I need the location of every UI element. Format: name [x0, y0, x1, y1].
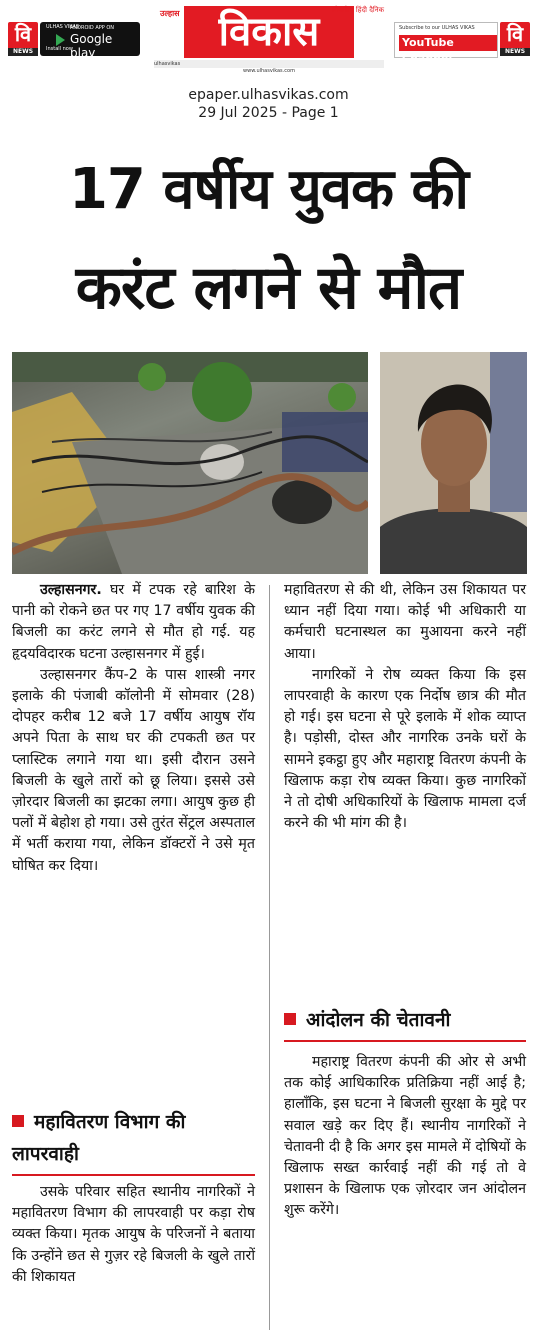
logo-tagline: लोकप्रिय हिंदी दैनिक [331, 6, 384, 14]
subhead-bullet-square [284, 1013, 296, 1025]
app-install-label: Install now [46, 46, 73, 52]
news-badge-sub: NEWS [8, 48, 38, 56]
subhead-negligence-line-1: महावितरण विभाग की [34, 1111, 186, 1133]
paragraph-1 [12, 580, 255, 665]
portrait-illustration [380, 352, 527, 574]
subhead-protest-warning [284, 1006, 526, 1035]
paragraph-1-text: घर में टपक रहे बारिश के पानी को रोकने छत पर गए 17 वर्षीय युवक की बिजली का करंट लगने से मौत हो गई. यह हृदयविदारक घटना उल्हासनगर में हुई। [12, 582, 255, 662]
subhead-rule [284, 1040, 526, 1042]
news-badge-letter: वि [14, 22, 32, 46]
headline-line-2: करंट लगने से मौत [75, 253, 462, 323]
newspaper-logo[interactable] [154, 0, 384, 76]
article-body-left [12, 580, 255, 877]
news-badge-letter: वि [506, 22, 524, 46]
google-play-button[interactable] [40, 22, 140, 60]
rooftop-wires-illustration [12, 352, 368, 574]
news-badge-right[interactable] [500, 22, 530, 56]
article-body-right-bottom [284, 1052, 526, 1222]
subhead-negligence-cont [12, 1140, 255, 1169]
paragraph-4: नागरिकों ने रोष व्यक्त किया कि इस लापरवाही के कारण एक निर्दोष छात्र की मौत हो गई। इस घटना से पूरे इलाके में शोक व्याप्त है। पड़ोसी, दोस्त और नागरिक उनके घरों के सामने इकट्ठा हुए और महाराष्ट्र वितरण कंपनी के खिलाफ कड़ा रोष व्यक्त किया। कुछ नागरिकों ने तो दोषी अधिकारियों के खिलाफ मामला दर्ज करने की भी मांग की है। [284, 666, 526, 832]
epaper-site[interactable]: epaper.ulhasvikas.com [188, 87, 349, 103]
subhead-protest-text: आंदोलन की चेतावनी [306, 1009, 451, 1031]
column-divider [269, 585, 270, 1330]
logo-url: www.ulhasvikas.com [243, 68, 295, 74]
victim-portrait-photo [380, 352, 527, 574]
masthead [0, 0, 537, 80]
youtube-channel-button[interactable] [394, 22, 498, 65]
play-store-icon [56, 34, 65, 46]
paragraph-3: उसके परिवार सहित स्थानीय नागरिकों ने महावितरण विभाग की लापरवाही पर कड़ा रोष व्यक्त किया। मृतक आयुष के परिजनों ने बताया कि उन्होंने छत से गुज़र रहे बिजली के खुले तारों की शिकायत [12, 1184, 255, 1285]
article-body-left-bottom [12, 1182, 255, 1288]
subhead-bullet-square [12, 1115, 24, 1127]
logo-prefix: उल्हास [160, 9, 180, 18]
yt-subscribe-label: Subscribe to our ULHAS VIKAS [399, 25, 475, 31]
epaper-meta [0, 86, 537, 122]
news-badge-left[interactable] [8, 22, 38, 56]
epaper-date-page: 29 Jul 2025 - Page 1 [198, 105, 339, 121]
yt-channel-label: YouTube Channel [399, 35, 497, 51]
app-available-label: ANDROID APP ON [70, 25, 115, 31]
paragraph-5: महाराष्ट्र वितरण कंपनी की ओर से अभी तक कोई आधिकारिक प्रतिक्रिया नहीं आई है; हालाँकि, इस घटना ने बिजली सुरक्षा के मुद्दे पर सवाल खड़े कर दिए हैं। स्थानीय नागरिकों ने चेतावनी दी है कि अगर इस मामले में दोषियों के खिलाफ सख्त कार्रवाई नहीं की गई तो वे प्रशासन के खिलाफ एक ज़ोरदार जन आंदोलन शुरू करेंगे। [284, 1054, 526, 1219]
app-brand: ULHAS VIKAS [46, 24, 80, 30]
subhead-rule [12, 1174, 255, 1176]
headline-line-1: 17 वर्षीय युवक की [68, 157, 469, 222]
paragraph-3-continued: महावितरण से की थी, लेकिन उस शिकायत पर ध्यान नहीं दिया गया। कोई भी अधिकारी या कर्मचारी घटनास्थल का मुआयना करने नहीं आया। [284, 582, 526, 662]
logo-name: विकास [184, 6, 354, 58]
dateline-location: उल्हासनगर. [40, 582, 102, 598]
rooftop-wires-photo [12, 352, 368, 574]
news-badge-sub: NEWS [500, 48, 530, 56]
article-body-right [284, 580, 526, 834]
app-store-name: Google play [70, 32, 113, 60]
logo-social-strip: ulhasvikas [154, 60, 384, 68]
subhead-negligence-line-2: लापरवाही [12, 1143, 79, 1165]
paragraph-2: उल्हासनगर कैंप-2 के पास शास्त्री नगर इलाके की पंजाबी कॉलोनी में सोमवार (28) दोपहर करीब 12 बजे 17 वर्षीय आयुष रॉय अपने पिता के साथ घर की टपकती छत पर प्लास्टिक लगाने गया था। इसी दौरान उसने बिजली के खुले तारों को छू लिया। इससे उसे ज़ोरदार बिजली का झटका लगा। आयुष कुछ ही पलों में बेहोश हो गया। उसे तुरंत सेंट्रल अस्पताल में भर्ती कराया गया, लेकिन डॉक्टरों ने उसे मृत घोषित कर दिया। [12, 666, 255, 874]
subhead-negligence [12, 1108, 255, 1137]
